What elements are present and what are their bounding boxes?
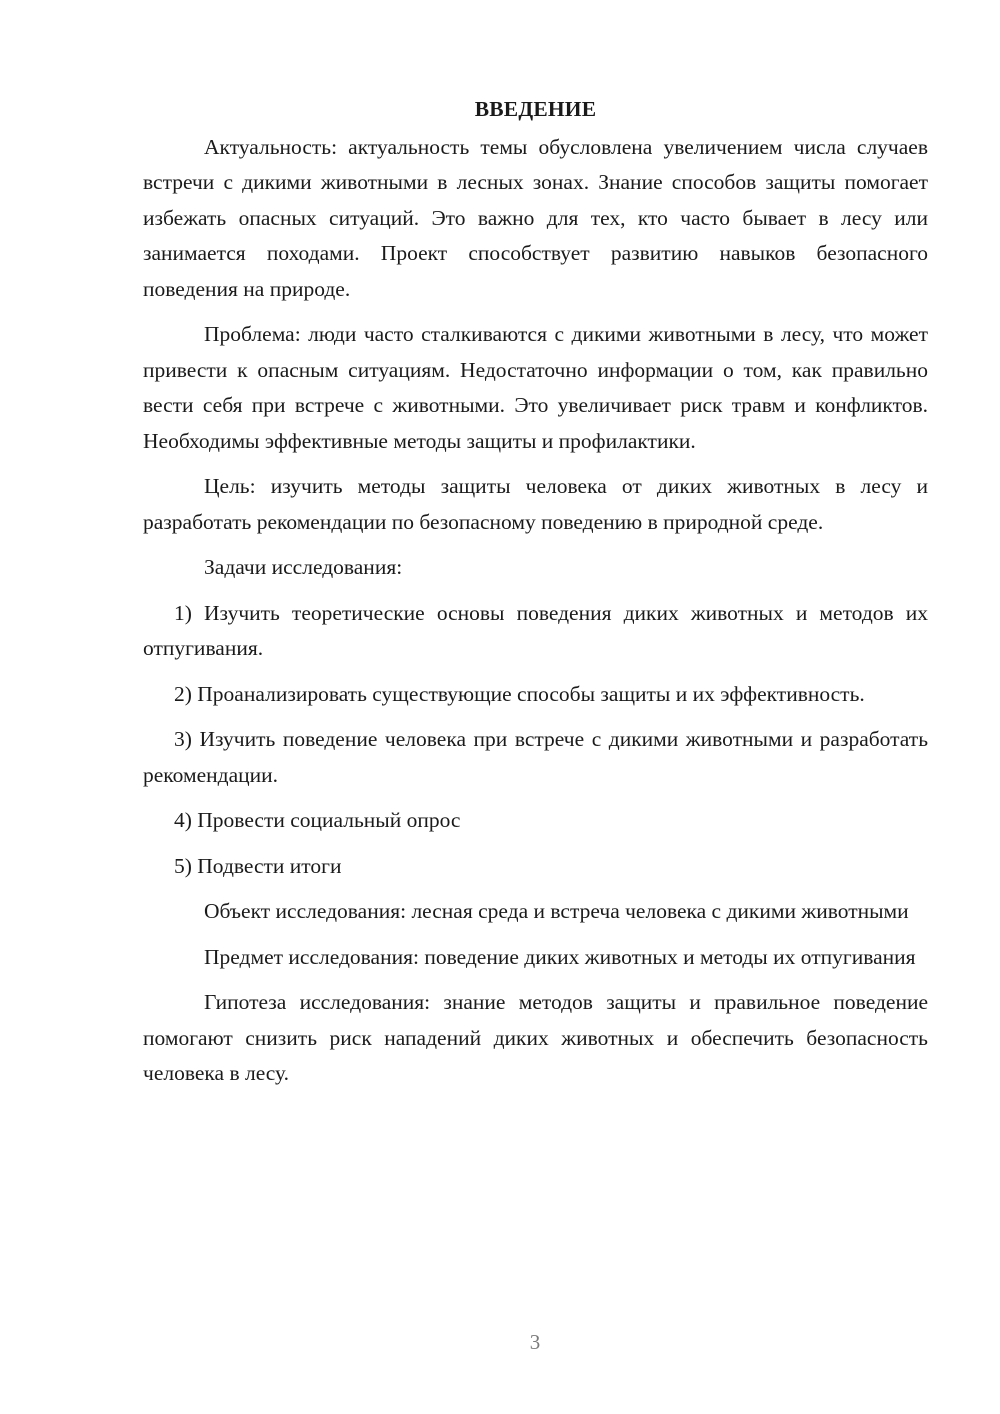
- problem-paragraph: Проблема: люди часто сталкиваются с дикими животными в лесу, что может привести к опасным ситуациям. Недостаточно информации о том, как правильно вести себя при встрече с животными. Это увеличивает риск травм и конфликтов. Необходимы эффективные методы защиты и профилактики.: [143, 322, 928, 453]
- hypothesis-paragraph: Гипотеза исследования: знание методов защиты и правильное поведение помогают снизить риск нападений диких животных и обеспечить безопасность человека в лесу.: [143, 990, 928, 1085]
- subject-paragraph: Предмет исследования: поведение диких животных и методы их отпугивания: [204, 944, 916, 969]
- task-item-1: 1) Изучить теоретические основы поведения диких животных и методов их отпугивания.: [143, 600, 928, 660]
- goal-paragraph: Цель: изучить методы защиты человека от диких животных в лесу и разработать рекомендации по безопасному поведению в природной среде.: [143, 474, 928, 534]
- task-item-3: 3) Изучить поведение человека при встрече с дикими животными и разработать рекомендации.: [143, 727, 928, 787]
- task-item-5: 5) Подвести итоги: [174, 853, 342, 878]
- task-item-4: 4) Провести социальный опрос: [174, 808, 461, 832]
- relevance-paragraph: Актуальность: актуальность темы обусловлена увеличением числа случаев встречи с дикими животными в лесных зонах. Знание способов защиты помогает избежать опасных ситуаций. Это важно для тех, кто часто бывает в лесу или занимается походами. Проект способствует развитию навыков безопасного поведения на природе.: [143, 134, 928, 301]
- document-page: [143, 92, 928, 1102]
- object-paragraph: Объект исследования: лесная среда и встреча человека с дикими животными: [204, 899, 909, 923]
- task-item-2: 2) Проанализировать существующие способы защиты и их эффективность.: [174, 681, 865, 706]
- page-number: 3: [529, 1330, 541, 1354]
- page-title: ВВЕДЕНИЕ: [474, 97, 597, 121]
- tasks-heading: Задачи исследования:: [204, 555, 403, 579]
